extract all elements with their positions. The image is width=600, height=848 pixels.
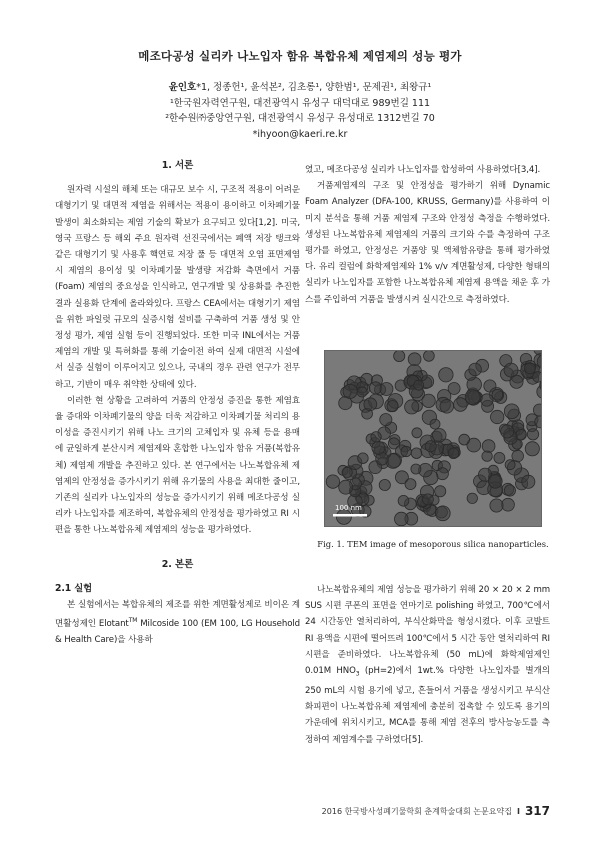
nanoparticle <box>440 400 454 414</box>
nanoparticle <box>357 387 367 397</box>
nanoparticle <box>467 493 477 503</box>
tem-image <box>324 350 542 527</box>
experiment-text-b: Milcoside 100 (EM 100, LG Household & Health Care)을 사용하 <box>55 619 300 646</box>
nanoparticle <box>448 383 460 395</box>
nanoparticle <box>490 499 503 512</box>
nanoparticle <box>339 480 353 494</box>
nanoparticle <box>387 401 398 412</box>
intro-paragraph-1: 원자력 시설의 해체 또는 대규모 보수 시, 구조적 적용이 어려운 대형기기 및 대면적 제염을 위해서는 적용이 용이하고 이차폐기물 발생이 최소화되는 제염 기술의 확보가 요구되고 있다[1,2]. 미국, 영국 프랑스 등 해외 주요 원자력 선진국에서는 폐액 저장 탱크와 같은 대형기기 및 사용후 핵연료 저장 풀 등 대면적 오염 표면제염 시 제염의 용이성 및 이차폐기물 발생량 저감화 측면에서 거품(Foam) 제염의 중요성을 인식하고, 연구개발 및 상용화를 추진한 결과 실용화 단계에 올라와있다. 프랑스 CEA에서는 대형기기 제염을 위한 파일럿 규모의 실증시험 설비를 구축하여 거품 생성 및 안정성 평가, 제염 실험 등이 진행되었다. 또한 미국 INL에서는 거품 제염의 개발 및 특허화를 통해 기술이전 하여 실제 대면적 시설에서 실증 실험이 이루어지고 있으나, 국내의 경우 관련 연구가 전무하고, 기반이 매우 취약한 상태에 있다. <box>55 185 300 390</box>
nanoparticle <box>522 475 535 488</box>
nanoparticle <box>394 351 405 362</box>
nanoparticle <box>405 479 416 490</box>
nanoparticle <box>527 429 538 440</box>
scale-bar <box>333 514 367 517</box>
author-block <box>0 80 600 142</box>
nanoparticle <box>422 494 433 505</box>
nanoparticle <box>469 363 482 376</box>
nanoparticle <box>380 383 393 396</box>
nanoparticle <box>504 485 515 496</box>
nanoparticle <box>525 363 536 374</box>
affiliation-2: ²한수원㈜중앙연구원, 대전광역시 유성구 유성대로 1312번길 70 <box>165 113 435 124</box>
experiment-text-a: 본 실험에서는 복합유체의 제조를 위한 계면활성제로 비이온 계면활성제인 Elotant <box>55 600 300 630</box>
nanoparticle <box>342 467 352 477</box>
nanoparticle <box>411 448 422 459</box>
left-column <box>55 158 300 649</box>
nanoparticle <box>504 363 518 377</box>
intro-paragraph-2: 이러한 현 상황을 고려하여 거품의 안정성 증진을 통한 제염효율 증대와 이차폐기물의 양을 더욱 저감하고 이차폐기물 처리의 용이성을 증진시키기 위해 나노 크기의 고체입자 및 유체 등을 용매에 균일하게 분산시켜 제염제와 혼합한 나노입자 함유 거품(복합유체) 제염제 개발을 추진하고 있다. 본 연구에서는 나노복합유체 제염제의 안정성을 증가시키기 위해 유기물의 사용을 최대한 줄이고, 기존의 실리카 나노입자의 성능을 증가시키기 위해 메조다공성 실리카 나노입자를 제조하여, 복합유체의 안정성을 평가하였고 RI 시편을 통한 나노복합유체 제염제의 성능을 평가하였다. <box>55 395 300 536</box>
nanoparticle <box>358 453 369 464</box>
footer-text: 2016 한국방사성폐기물학회 춘계학술대회 논문요약집 <box>321 806 512 816</box>
experiment-paragraph <box>55 597 300 648</box>
right-paragraph-0: 였고, 메조다공성 실리카 나노입자를 합성하여 사용하였다[3,4]. <box>305 165 541 175</box>
nanoparticle <box>372 441 385 454</box>
right-paragraph-1: 거품제염제의 구조 및 안정성을 평가하기 위해 Dynamic Foam Analyzer (DFA-100, KRUSS, Germany)를 사용하여 이미지 분석을 통해 거품 제염제 구조와 안정성 측정을 수행하였다. 생성된 나노복합유체 제염제의 거품의 크기와 수를 측정하여 구조 평가를 하였고, 안정성은 거품양 및 액체함유량을 통해 평가하였다. 유리 컬럼에 화학제염제와 1% v/v 계면활성제, 다양한 형태의 실리카 나노입자를 포함한 나노복합유체 제염제 용액을 채운 후 가스를 주입하여 거품을 발생시켜 실시간으로 측정하였다. <box>305 181 550 305</box>
nanoparticle <box>482 451 492 461</box>
nanoparticle <box>422 394 435 407</box>
nanoparticle <box>533 372 542 383</box>
nanoparticle <box>424 351 435 361</box>
body-heading: 2. 본론 <box>161 558 194 570</box>
nanoparticle <box>492 389 503 400</box>
intro-heading: 1. 서론 <box>161 160 194 171</box>
nanoparticle <box>525 442 539 456</box>
nanoparticle <box>395 512 409 526</box>
nanoparticle <box>343 384 357 398</box>
lead-author: 윤인호 <box>168 82 197 93</box>
nanoparticle <box>412 428 422 438</box>
affiliation-1: ¹한국원자력연구원, 대전광역시 유성구 대덕대로 989번길 111 <box>169 97 431 109</box>
paper-title: 메조다공성 실리카 나노입자 함유 복합유체 제염제의 성능 평가 <box>138 49 462 63</box>
nanoparticle <box>439 368 453 382</box>
scale-bar-label: 100 nm <box>335 504 362 512</box>
nanoparticle <box>435 506 450 521</box>
method-text-a: 나노복합유체의 제염 성능을 평가하기 위해 20 × 20 × 2 mm SUS 시편 쿠폰의 표면을 연마기로 polishing 하였고, 700℃에서 24 시간동안 열처리하여, 부식산화막을 형성시켰다. 이후 코발트 RI 용액을 시편에 떨어뜨려 100℃에서 5 시간 동안 열처리하여 RI 시편을 준비하였다. 나노복합유체 (50 mL)에 화학제염제인 0.01M HNO <box>305 585 550 677</box>
tem-micrograph <box>325 351 542 527</box>
right-column-upper <box>305 162 550 308</box>
nanoparticle <box>494 452 505 463</box>
page-number: 317 <box>524 804 550 818</box>
nanoparticle <box>448 448 459 459</box>
nanoparticle <box>454 398 468 412</box>
nanoparticle <box>408 353 421 366</box>
nanoparticle <box>364 398 377 411</box>
nanoparticle <box>504 404 519 419</box>
subscript-3: 3 <box>355 670 360 678</box>
nanoparticle <box>414 380 424 390</box>
nanoparticle <box>326 475 339 488</box>
trademark-sup: TM <box>128 617 138 625</box>
nanoparticle <box>512 450 524 462</box>
nanoparticle <box>533 404 542 416</box>
nanoparticle <box>488 474 502 488</box>
nanoparticle <box>430 419 440 429</box>
method-text-b: (pH=2)에서 1wt.% 다양한 나노입자를 별개의 250 mL의 시험 용기에 넣고, 흔들어서 거품을 생성시키고 부식산화피편이 나노복합유체 제염제에 충분히 접촉할 수 있도록 용기의 가운데에 위치시키고, MCA를 통해 제염 전후의 방사능농도를 측정하여 제염계수를 구하였다[5]. <box>305 666 550 745</box>
footer-separator: I <box>516 806 520 816</box>
experiment-subheading: 2.1 실험 <box>55 582 93 594</box>
nanoparticle <box>459 434 470 445</box>
nanoparticle <box>501 425 514 438</box>
nanoparticle <box>505 460 515 470</box>
nanoparticle <box>481 394 493 406</box>
nanoparticle <box>425 441 436 452</box>
right-column-lower <box>305 582 550 748</box>
nanoparticle <box>371 432 381 442</box>
nanoparticle <box>379 479 390 490</box>
nanoparticle <box>516 429 527 440</box>
nanoparticle <box>380 414 392 426</box>
right-paragraph-2 <box>305 582 550 748</box>
nanoparticle <box>401 446 411 456</box>
nanoparticle <box>491 410 504 423</box>
coauthors: *1, 정종헌¹, 윤석본², 김초롱¹, 양한범¹, 문제권¹, 최왕규¹ <box>196 82 432 93</box>
nanoparticle <box>482 440 495 453</box>
author-names <box>0 80 600 96</box>
email: *ihyoon@kaeri.re.kr <box>252 128 348 140</box>
nanoparticle <box>465 390 480 405</box>
nanoparticle <box>411 464 421 474</box>
figure-caption: Fig. 1. TEM image of mesoporous silica nanoparticles. <box>317 539 549 549</box>
nanoparticle <box>433 429 447 443</box>
nanoparticle <box>398 495 409 506</box>
nanoparticle <box>502 498 515 511</box>
nanoparticle <box>405 400 419 414</box>
page-footer <box>300 801 550 821</box>
